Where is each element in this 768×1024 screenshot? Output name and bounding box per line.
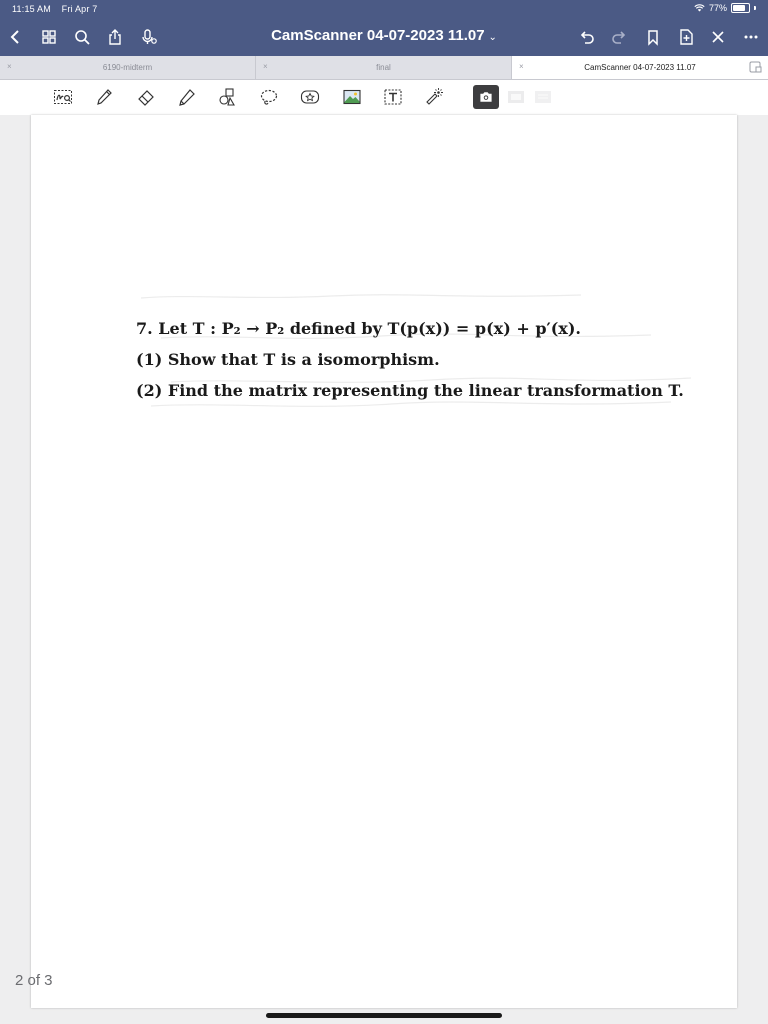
shapes-tool[interactable] — [217, 86, 239, 108]
handwriting-lasso-icon — [53, 87, 73, 107]
tab-close-button[interactable]: × — [7, 62, 12, 71]
status-right — [694, 3, 756, 13]
document-page[interactable] — [31, 115, 737, 1008]
text-box-icon — [383, 87, 403, 107]
status-left — [12, 4, 105, 14]
tab-label: 6190-midterm — [102, 63, 153, 72]
camera-tool[interactable] — [473, 85, 499, 109]
tab-close-button[interactable]: × — [263, 62, 268, 71]
undo-button[interactable] — [576, 26, 598, 48]
home-indicator[interactable] — [266, 1013, 502, 1018]
problem-statement — [136, 313, 696, 406]
document-title-text: CamScanner 04-07-2023 11.07 — [271, 27, 485, 44]
tab-camscanner[interactable] — [512, 56, 768, 79]
problem-line-1: 7. Let T : P₂ → P₂ defined by T(p(x)) = p(x) + p′(x). — [136, 319, 581, 338]
close-icon — [709, 28, 727, 46]
redo-icon — [610, 28, 628, 46]
add-page-icon — [677, 28, 695, 46]
photo-library-icon — [533, 87, 553, 107]
page-indicator: 2 of 3 — [15, 972, 53, 989]
image-icon — [342, 87, 362, 107]
camera-icon — [478, 89, 494, 105]
tab-label: CamScanner 04-07-2023 11.07 — [584, 63, 696, 72]
image-tool[interactable] — [341, 86, 363, 108]
bookmark-icon — [644, 28, 662, 46]
battery-icon — [731, 3, 750, 13]
undo-icon — [578, 28, 596, 46]
tab-label: final — [376, 63, 391, 72]
lasso-icon — [259, 87, 279, 107]
status-bar — [0, 0, 768, 17]
laser-pointer-icon — [424, 87, 444, 107]
wifi-icon — [694, 4, 705, 12]
more-button[interactable] — [740, 26, 762, 48]
problem-line-3: (2) Find the matrix representing the linear transformation T. — [136, 381, 684, 400]
shapes-icon — [218, 87, 238, 107]
battery-tip — [754, 6, 756, 10]
text-box-tool[interactable] — [382, 86, 404, 108]
close-button[interactable] — [707, 26, 729, 48]
chevron-down-icon: ⌄ — [488, 32, 497, 43]
tab-final[interactable] — [256, 56, 512, 79]
tab-midterm[interactable] — [0, 56, 256, 79]
photo-library-tool[interactable] — [532, 86, 554, 108]
split-view-icon[interactable] — [749, 61, 762, 73]
problem-line-2: (1) Show that T is a isomorphism. — [136, 350, 440, 369]
more-icon — [742, 28, 760, 46]
highlighter-tool[interactable] — [176, 86, 198, 108]
status-date: Fri Apr 7 — [61, 4, 98, 14]
battery-percent: 77% — [708, 3, 727, 13]
laser-pointer-tool[interactable] — [423, 86, 445, 108]
pen-tool[interactable] — [93, 86, 115, 108]
highlighter-icon — [177, 87, 197, 107]
eraser-icon — [136, 87, 156, 107]
app-header — [0, 0, 768, 56]
add-page-button[interactable] — [675, 26, 697, 48]
tab-bar — [0, 56, 768, 80]
elements-tool[interactable] — [299, 86, 321, 108]
annotation-toolbar — [0, 80, 768, 115]
bookmark-button[interactable] — [642, 26, 664, 48]
scan-document-tool[interactable] — [505, 86, 527, 108]
status-time: 11:15 AM — [12, 4, 51, 14]
scan-document-icon — [506, 87, 526, 107]
eraser-tool[interactable] — [135, 86, 157, 108]
sticker-icon — [300, 87, 320, 107]
redo-button[interactable] — [608, 26, 630, 48]
text-recognition-tool[interactable] — [52, 86, 74, 108]
pen-icon — [94, 87, 114, 107]
tab-close-button[interactable]: × — [519, 62, 524, 71]
lasso-tool[interactable] — [258, 86, 280, 108]
